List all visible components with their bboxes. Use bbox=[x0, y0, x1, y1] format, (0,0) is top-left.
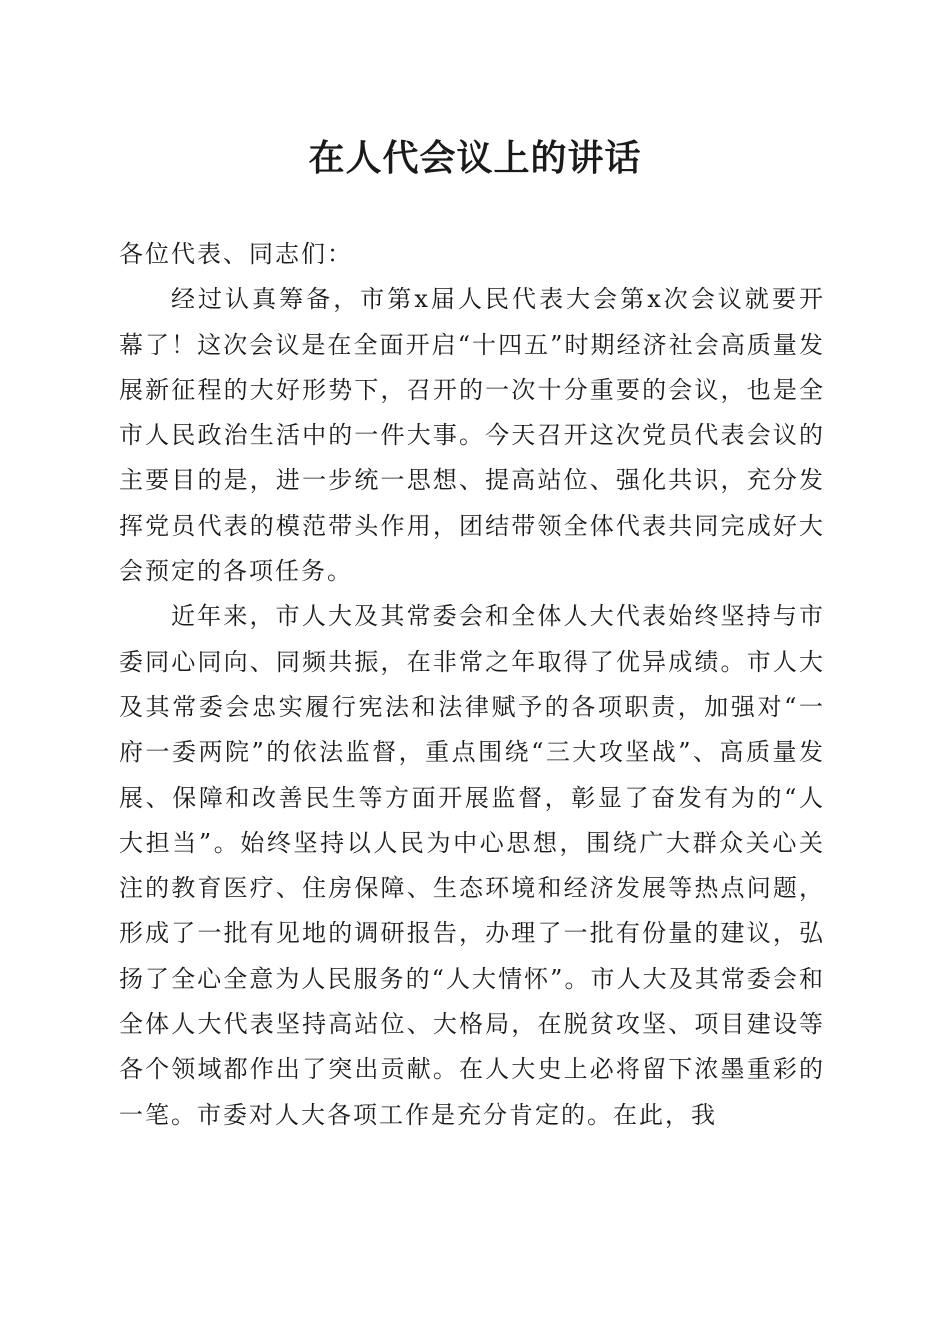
paragraph-2: 近年来，市人大及其常委会和全体人大代表始终坚持与市委同心同向、同频共振，在非常之年取得了优异成绩。市人大及其常委会忠实履行宪法和法律赋予的各项职责，加强对“一府一委两院”的依法监督，重点围绕“三大攻坚战”、高质量发展、保障和改善民生等方面开展监督，彰显了奋发有为的“人大担当”。始终坚持以人民为中心思想，围绕广大群众关心关注的教育医疗、住房保障、生态环境和经济发展等热点问题，形成了一批有见地的调研报告，办理了一批有份量的建议，弘扬了全心全意为人民服务的“人大情怀”。市人大及其常委会和全体人大代表坚持高站位、大格局，在脱贫攻坚、项目建设等各个领域都作出了突出贡献。在人大史上必将留下浓墨重彩的一笔。市委对人大各项工作是充分肯定的。在此，我 bbox=[119, 602, 825, 1129]
salutation: 各位代表、同志们： bbox=[119, 240, 353, 268]
document-title: 在人代会议上的讲话 bbox=[308, 137, 642, 179]
document-body bbox=[119, 232, 825, 1138]
paragraph-1: 经过认真筹备，市第x届人民代表大会第x次会议就要开幕了！这次会议是在全面开启“十四五”时期经济社会高质量发展新征程的大好形势下，召开的一次十分重要的会议，也是全市人民政治生活中的一件大事。今天召开这次党员代表会议的主要目的是，进一步统一思想、提高站位、强化共识，充分发挥党员代表的模范带头作用，团结带领全体代表共同完成好大会预定的各项任务。 bbox=[119, 285, 825, 586]
